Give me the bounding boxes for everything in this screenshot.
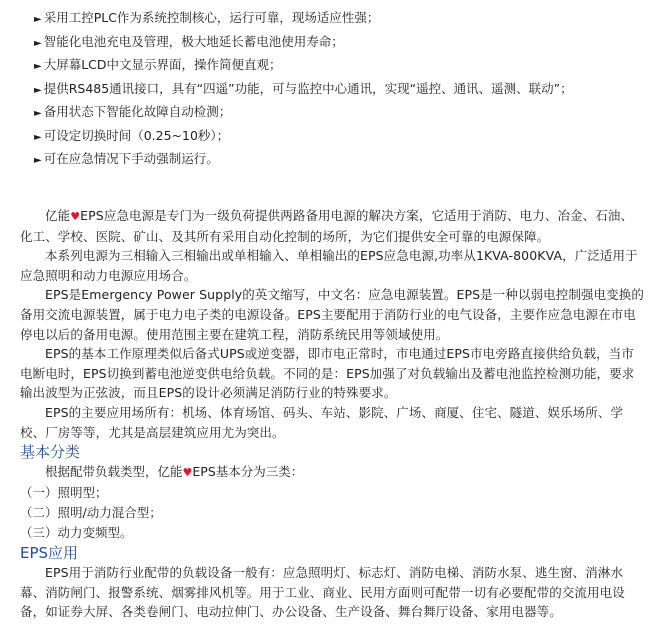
feature-text: 备用状态下智能化故障自动检测； [43,104,232,119]
feature-text: 采用工控PLC作为系统控制核心，运行可靠，现场适应性强； [43,10,380,25]
bullet-arrow-icon: ► [34,61,42,72]
bullet-arrow-icon: ► [34,37,42,49]
brand-text: 亿能 [45,208,71,223]
feature-text: 智能化电池充电及管理，极大地延长蓄电池使用寿命； [43,33,344,49]
type-item-mixed: （二）照明/动力混合型； [20,505,162,521]
type-item-lighting: （一）照明型； [20,485,108,501]
feature-item [34,53,654,77]
bullet-arrow-icon: ► [34,108,42,119]
locations-paragraph: EPS的主要应用场所有：机场、体育场馆、码头、车站、影院、广场、商厦、住宅、隧道、娱乐场所、学校、厂房等等，尤其是高层建筑应用尤为突出。 [20,404,624,440]
intro-paragraph [20,206,644,246]
feature-item [34,77,654,101]
feature-text: 可在应急情况下手动强制运行。 [43,151,219,166]
feature-item [34,124,654,148]
feature-list [34,6,654,171]
type-item-power: （三）动力变频型。 [20,525,133,541]
lead-text-end: EPS基本分为三类： [192,464,304,480]
principle-paragraph: EPS的基本工作原理类似后备式UPS或逆变器，即市电正常时，市电通过EPS市电旁路直接供给负载，当市电断电时，EPS切换到蓄电池逆变供电给负载。不同的是：EPS加强了对负载输出及蓄电池监控检测功能，要求输出波型为正弦波，而且EPS的设计必须满足消防行业的特殊要求。 [20,346,635,401]
intro-text: EPS应急电源是专门为一级负荷提供两路备用电源的解决方案，它适用于消防、电力、冶金、石油、化工、学校、医院、矿山、及其所有采用自动化控制的场所，为它们提供安全可靠的电源保障。 [20,208,634,244]
bullet-arrow-icon: ► [34,155,42,166]
basic-types-heading: 基本分类 [20,443,81,462]
application-paragraph: EPS用于消防行业配带的负载设备一般有：应急照明灯、标志灯、消防电梯、消防水泵、逃生窗、消淋水幕、消防闸门、报警系统、烟雾排风机等。用于工业、商业、民用方面则可配带一切有必要配带的交流用电设备，如证券大屏、各类卷闸门、电动拉伸门、办公设备、生产设备、舞台舞厅设备、家用电器等。 [20,565,625,620]
basic-types-lead [20,462,644,483]
feature-item [34,147,654,171]
lead-text: 根据配带负载类型，亿能 [45,464,183,480]
feature-item [34,30,654,54]
bullet-arrow-icon: ► [34,84,42,96]
definition-paragraph: EPS是Emergency Power Supply的英文缩写，中文名：应急电源装置。EPS是一种以弱电控制强电变换的备用交流电源装置，属于电力电子类的电源设备。EPS主要配用于消防行业的电气设备，主要作应急电源在市电停电以后的备用电源。使用范围主要在建筑工程，消防系统民用等领域使用。 [20,287,644,342]
heart-icon: ♥ [182,466,193,480]
feature-text: 提供RS485通讯接口，具有“四遥”功能，可与监控中心通讯，实现“遥控、通讯、遥测、联动”； [43,80,573,96]
range-paragraph: 本系列电源为三相输入三相输出或单相输入、单相输出的EPS应急电源,功率从1KVA-800KVA，广泛适用于应急照明和动力电源应用场合。 [20,248,638,283]
feature-item [34,6,654,30]
feature-text: 大屏幕LCD中文显示界面，操作简便直观； [43,57,282,72]
article-body [20,206,644,622]
feature-item [34,100,654,124]
bullet-arrow-icon: ► [34,14,42,25]
heart-icon: ♥ [70,210,81,223]
feature-text: 可设定切换时间（0.25~10秒）； [43,127,230,143]
eps-application-heading: EPS应用 [20,544,79,563]
bullet-arrow-icon: ► [34,131,42,143]
